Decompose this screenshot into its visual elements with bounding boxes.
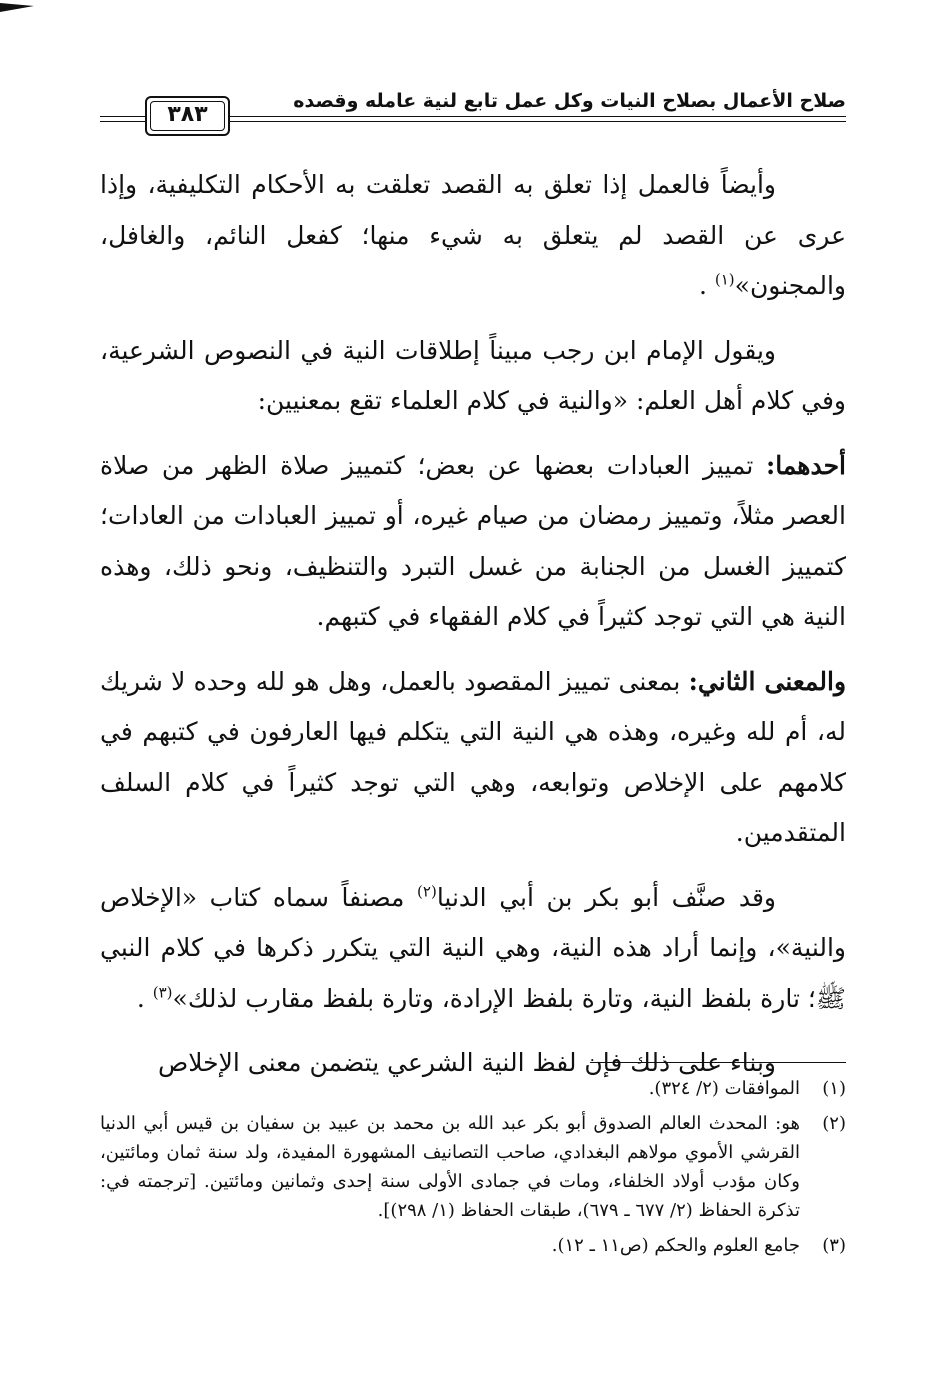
footnotes [100, 1074, 846, 1266]
page-corner-mark [0, 0, 34, 14]
footnote-3 [100, 1231, 846, 1260]
footnote-separator [590, 1062, 846, 1063]
paragraph-4 [100, 657, 846, 859]
page-header [100, 88, 846, 138]
paragraph-1 [100, 160, 846, 312]
lead-term-first: أحدهما: [765, 450, 846, 480]
footnote-text: جامع العلوم والحكم (ص١١ ـ ١٢). [551, 1235, 800, 1256]
footnote-ref-3[interactable]: (٣) [152, 983, 173, 1002]
paragraph-text: وأيضاً فالعمل إذا تعلق به القصد تعلقت به الأحكام التكليفية، وإذا عرى عن القصد لم يتعلق به شيء منها؛ كفعل النائم، والغافل، والمجنون» [100, 170, 846, 300]
page-number: ٣٨٣ [167, 102, 208, 127]
paragraph-text: ويقول الإمام ابن رجب مبيناً إطلاقات النية في النصوص الشرعية، وفي كلام أهل العلم: «والنية في كلام العلماء تقع بمعنيين: [100, 335, 846, 415]
lead-term-second: والمعنى الثاني: [688, 666, 847, 696]
paragraph-text: بمعنى تمييز المقصود بالعمل، وهل هو لله وحده لا شريك له، أم لله وغيره، وهذه هي النية التي يتكلم فيها العارفون في كتبهم في كلامهم على الإخلاص وتوابعه، وهي التي توجد كثيراً في كلام السلف المتقدمين. [100, 666, 846, 847]
paragraph-text: تمييز العبادات بعضها عن بعض؛ كتمييز صلاة الظهر من صلاة العصر مثلاً، وتمييز رمضان من صيام غيره، أو تمييز العبادات من العادات؛ كتمييز الغسل من الجنابة من غسل التبرد والتنظيف، ونحو ذلك، وهذه النية هي التي توجد كثيراً في كلام الفقهاء في كتبهم. [100, 450, 846, 631]
paragraph-text: وقد صنَّف أبو بكر بن أبي الدنيا [436, 882, 777, 912]
footnote-number: (١) [822, 1078, 846, 1099]
header-rule-right [230, 116, 846, 122]
footnote-ref-2[interactable]: (٢) [417, 882, 437, 901]
paragraph-3 [100, 441, 846, 643]
paragraph-tail: . [136, 983, 145, 1013]
footnote-number: (٢) [822, 1113, 846, 1134]
footnote-text: هو: المحدث العالم الصدوق أبو بكر عبد الله بن محمد بن عبيد بن سفيان بن قيس أبي الدنيا القرشي الأموي مولاهم البغدادي، صاحب التصانيف المشهورة المفيدة، ولد سنة ثمان ومائتين، وكان مؤدب أولاد الخلفاء، ومات في جمادى الأولى سنة إحدى وثمانين ومائتين. [ترجمته في: تذكرة الحفاظ (٢/ ٦٧٧ ـ ٦٧٩)، طبقات الحفاظ (١/ ٢٩٨)]. [100, 1113, 800, 1221]
main-text [100, 160, 846, 1103]
header-rule-left [100, 116, 145, 122]
page-number-frame [145, 96, 230, 136]
paragraph-5 [100, 873, 846, 1025]
paragraph-tail: . [698, 271, 707, 300]
footnote-number: (٣) [822, 1235, 846, 1256]
paragraph-2 [100, 326, 846, 427]
footnote-ref-1[interactable]: (١) [714, 270, 735, 289]
footnote-1 [100, 1074, 846, 1103]
footnote-2 [100, 1109, 846, 1225]
footnote-text: الموافقات (٢/ ٣٢٤). [648, 1078, 800, 1099]
running-title: صلاح الأعمال بصلاح النيات وكل عمل تابع لنية عامله وقصده [293, 90, 846, 112]
paragraph-text: وبناء على ذلك فإن لفظ النية الشرعي يتضمن معنى الإخلاص [157, 1048, 776, 1077]
paragraph-text-cont: مصنفاً سماه كتاب «الإخلاص والنية»، وإنما أراد هذه النية، وهي النية التي يتكرر ذكرها في كلام النبي ﷺ؛ تارة بلفظ النية، وتارة بلفظ الإرادة، وتارة بلفظ مقارب لذلك» [100, 882, 846, 1013]
